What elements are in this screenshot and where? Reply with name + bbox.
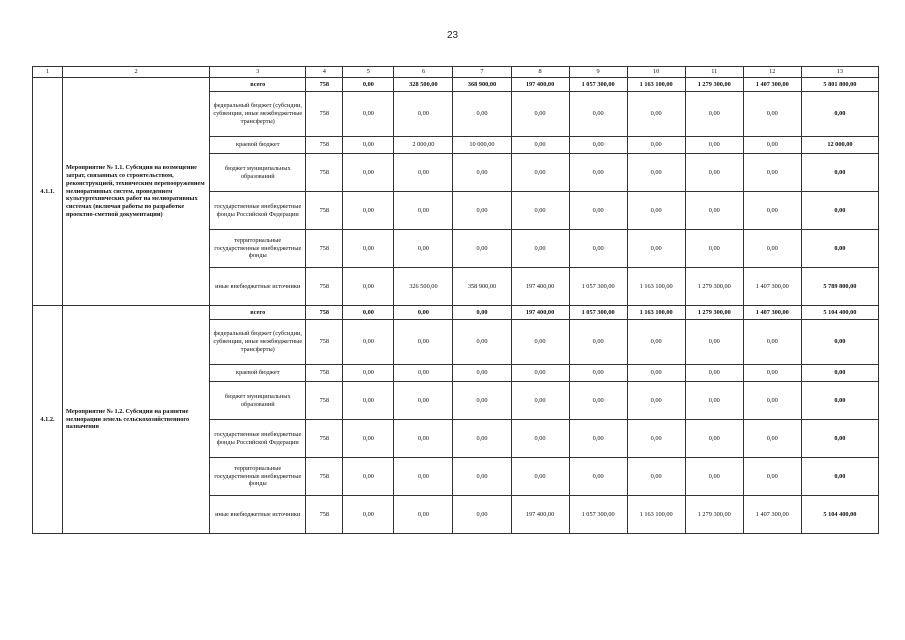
funding-source: территориальные государственные внебюджетные фонды — [210, 230, 306, 268]
value-cell-v10: 0,00 — [627, 137, 685, 154]
value-cell-v9: 0,00 — [569, 382, 627, 420]
value-cell-v13: 0,00 — [801, 365, 878, 382]
value-cell-v10: 1 163 100,00 — [627, 496, 685, 534]
value-cell-v7: 10 000,00 — [453, 137, 511, 154]
value-cell-v5: 0,00 — [343, 92, 394, 137]
funding-source: государственные внебюджетные фонды Российской Федерации — [210, 192, 306, 230]
value-cell-v7: 0,00 — [453, 320, 511, 365]
funding-source: бюджет муниципальных образований — [210, 154, 306, 192]
value-cell-v5: 0,00 — [343, 382, 394, 420]
value-cell-v12: 0,00 — [743, 420, 801, 458]
value-cell-v7: 0,00 — [453, 382, 511, 420]
value-cell-v10: 0,00 — [627, 458, 685, 496]
table-row — [33, 78, 879, 92]
value-cell-v10: 0,00 — [627, 365, 685, 382]
value-cell-v11: 0,00 — [685, 154, 743, 192]
value-cell-v12: 1 407 300,00 — [743, 268, 801, 306]
value-cell-v12: 0,00 — [743, 365, 801, 382]
value-cell-v5: 0,00 — [343, 78, 394, 92]
budget-code: 758 — [306, 365, 343, 382]
column-header: 10 — [627, 67, 685, 78]
value-cell-v8: 0,00 — [511, 382, 569, 420]
value-cell-v6: 0,00 — [394, 154, 453, 192]
value-cell-v8: 197 400,00 — [511, 268, 569, 306]
funding-source: краевой бюджет — [210, 365, 306, 382]
value-cell-v11: 1 279 300,00 — [685, 268, 743, 306]
column-header: 1 — [33, 67, 63, 78]
value-cell-v7: 0,00 — [453, 154, 511, 192]
value-cell-v12: 0,00 — [743, 192, 801, 230]
value-cell-v6: 0,00 — [394, 306, 453, 320]
value-cell-v9: 0,00 — [569, 230, 627, 268]
funding-source: территориальные государственные внебюджетные фонды — [210, 458, 306, 496]
budget-code: 758 — [306, 137, 343, 154]
column-header: 6 — [394, 67, 453, 78]
value-cell-v9: 0,00 — [569, 154, 627, 192]
value-cell-v9: 0,00 — [569, 137, 627, 154]
budget-code: 758 — [306, 496, 343, 534]
value-cell-v8: 0,00 — [511, 420, 569, 458]
value-cell-v11: 0,00 — [685, 365, 743, 382]
measure-number: 4.1.2. — [33, 306, 63, 534]
value-cell-v11: 1 279 300,00 — [685, 496, 743, 534]
value-cell-v9: 1 057 300,00 — [569, 78, 627, 92]
table-row — [33, 306, 879, 320]
value-cell-v12: 0,00 — [743, 154, 801, 192]
value-cell-v12: 0,00 — [743, 382, 801, 420]
value-cell-v12: 0,00 — [743, 230, 801, 268]
value-cell-v5: 0,00 — [343, 420, 394, 458]
value-cell-v9: 0,00 — [569, 458, 627, 496]
value-cell-v7: 368 900,00 — [453, 78, 511, 92]
value-cell-v10: 0,00 — [627, 230, 685, 268]
column-header: 5 — [343, 67, 394, 78]
value-cell-v6: 2 000,00 — [394, 137, 453, 154]
value-cell-v8: 0,00 — [511, 320, 569, 365]
value-cell-v11: 0,00 — [685, 458, 743, 496]
value-cell-v7: 0,00 — [453, 306, 511, 320]
value-cell-v6: 0,00 — [394, 382, 453, 420]
value-cell-v8: 197 400,00 — [511, 78, 569, 92]
value-cell-v13: 5 104 400,00 — [801, 306, 878, 320]
budget-code: 758 — [306, 382, 343, 420]
column-header: 4 — [306, 67, 343, 78]
column-header: 12 — [743, 67, 801, 78]
funding-source: всего — [210, 78, 306, 92]
budget-code: 758 — [306, 92, 343, 137]
value-cell-v8: 0,00 — [511, 154, 569, 192]
header-row — [33, 67, 879, 78]
value-cell-v7: 0,00 — [453, 230, 511, 268]
column-header: 13 — [801, 67, 878, 78]
funding-source: всего — [210, 306, 306, 320]
value-cell-v13: 5 789 800,00 — [801, 268, 878, 306]
funding-source: бюджет муниципальных образований — [210, 382, 306, 420]
value-cell-v12: 1 407 300,00 — [743, 306, 801, 320]
value-cell-v13: 0,00 — [801, 92, 878, 137]
value-cell-v7: 0,00 — [453, 92, 511, 137]
value-cell-v5: 0,00 — [343, 306, 394, 320]
page-number: 23 — [446, 30, 459, 41]
value-cell-v11: 0,00 — [685, 420, 743, 458]
budget-code: 758 — [306, 154, 343, 192]
value-cell-v10: 0,00 — [627, 320, 685, 365]
value-cell-v7: 0,00 — [453, 458, 511, 496]
funding-source: государственные внебюджетные фонды Российской Федерации — [210, 420, 306, 458]
value-cell-v8: 0,00 — [511, 192, 569, 230]
value-cell-v12: 1 407 300,00 — [743, 496, 801, 534]
value-cell-v9: 0,00 — [569, 320, 627, 365]
value-cell-v7: 358 900,00 — [453, 268, 511, 306]
column-header: 7 — [453, 67, 511, 78]
value-cell-v13: 0,00 — [801, 192, 878, 230]
measure-name: Мероприятие № 1.1. Субсидия на возмещение затрат, связанных со строительством, реконструкцией, техническим перевооружением мелиоративных систем, проведением культуртехнических работ на мелиоративных системах (включая работы по разработке проектно-сметной документации) — [63, 78, 210, 306]
column-header: 2 — [63, 67, 210, 78]
value-cell-v9: 1 057 300,00 — [569, 496, 627, 534]
value-cell-v5: 0,00 — [343, 268, 394, 306]
budget-code: 758 — [306, 78, 343, 92]
measure-name: Мероприятие № 1.2. Субсидия на развитие мелиорации земель сельскохозяйственного назначения — [63, 306, 210, 534]
funding-source: федеральный бюджет (субсидии, субвенции, иные межбюджетные трансферты) — [210, 92, 306, 137]
column-header: 3 — [210, 67, 306, 78]
value-cell-v11: 0,00 — [685, 230, 743, 268]
value-cell-v8: 0,00 — [511, 137, 569, 154]
value-cell-v10: 0,00 — [627, 382, 685, 420]
value-cell-v12: 1 407 300,00 — [743, 78, 801, 92]
value-cell-v11: 0,00 — [685, 320, 743, 365]
funding-source: иные внебюджетные источники — [210, 496, 306, 534]
value-cell-v12: 0,00 — [743, 137, 801, 154]
value-cell-v5: 0,00 — [343, 137, 394, 154]
value-cell-v8: 0,00 — [511, 230, 569, 268]
value-cell-v6: 0,00 — [394, 320, 453, 365]
value-cell-v11: 0,00 — [685, 192, 743, 230]
column-header: 8 — [511, 67, 569, 78]
value-cell-v13: 5 104 400,00 — [801, 496, 878, 534]
value-cell-v8: 197 400,00 — [511, 306, 569, 320]
value-cell-v5: 0,00 — [343, 154, 394, 192]
value-cell-v7: 0,00 — [453, 192, 511, 230]
value-cell-v9: 1 057 300,00 — [569, 268, 627, 306]
value-cell-v13: 12 000,00 — [801, 137, 878, 154]
value-cell-v10: 0,00 — [627, 420, 685, 458]
budget-code: 758 — [306, 230, 343, 268]
value-cell-v6: 0,00 — [394, 458, 453, 496]
measure-number: 4.1.1. — [33, 78, 63, 306]
value-cell-v13: 5 801 800,00 — [801, 78, 878, 92]
budget-code: 758 — [306, 458, 343, 496]
value-cell-v13: 0,00 — [801, 382, 878, 420]
value-cell-v13: 0,00 — [801, 458, 878, 496]
budget-code: 758 — [306, 268, 343, 306]
budget-table — [32, 66, 879, 534]
value-cell-v13: 0,00 — [801, 154, 878, 192]
value-cell-v8: 0,00 — [511, 92, 569, 137]
value-cell-v6: 0,00 — [394, 365, 453, 382]
budget-code: 758 — [306, 320, 343, 365]
value-cell-v13: 0,00 — [801, 420, 878, 458]
value-cell-v8: 197 400,00 — [511, 496, 569, 534]
value-cell-v6: 0,00 — [394, 192, 453, 230]
value-cell-v7: 0,00 — [453, 420, 511, 458]
value-cell-v11: 1 279 300,00 — [685, 306, 743, 320]
value-cell-v9: 0,00 — [569, 192, 627, 230]
value-cell-v9: 0,00 — [569, 365, 627, 382]
value-cell-v6: 0,00 — [394, 92, 453, 137]
funding-source: краевой бюджет — [210, 137, 306, 154]
value-cell-v9: 0,00 — [569, 92, 627, 137]
value-cell-v6: 326 500,00 — [394, 268, 453, 306]
value-cell-v8: 0,00 — [511, 458, 569, 496]
funding-source: иные внебюджетные источники — [210, 268, 306, 306]
value-cell-v10: 1 163 100,00 — [627, 78, 685, 92]
value-cell-v5: 0,00 — [343, 192, 394, 230]
value-cell-v11: 1 279 300,00 — [685, 78, 743, 92]
value-cell-v10: 1 163 100,00 — [627, 306, 685, 320]
value-cell-v5: 0,00 — [343, 320, 394, 365]
value-cell-v5: 0,00 — [343, 496, 394, 534]
value-cell-v9: 0,00 — [569, 420, 627, 458]
value-cell-v10: 0,00 — [627, 92, 685, 137]
value-cell-v13: 0,00 — [801, 230, 878, 268]
column-header: 11 — [685, 67, 743, 78]
value-cell-v12: 0,00 — [743, 92, 801, 137]
value-cell-v8: 0,00 — [511, 365, 569, 382]
value-cell-v6: 0,00 — [394, 420, 453, 458]
value-cell-v6: 0,00 — [394, 496, 453, 534]
value-cell-v5: 0,00 — [343, 365, 394, 382]
budget-code: 758 — [306, 306, 343, 320]
value-cell-v5: 0,00 — [343, 458, 394, 496]
value-cell-v10: 1 163 100,00 — [627, 268, 685, 306]
value-cell-v7: 0,00 — [453, 365, 511, 382]
value-cell-v6: 0,00 — [394, 230, 453, 268]
value-cell-v11: 0,00 — [685, 382, 743, 420]
value-cell-v12: 0,00 — [743, 320, 801, 365]
value-cell-v5: 0,00 — [343, 230, 394, 268]
value-cell-v10: 0,00 — [627, 192, 685, 230]
column-header: 9 — [569, 67, 627, 78]
funding-source: федеральный бюджет (субсидии, субвенции, иные межбюджетные трансферты) — [210, 320, 306, 365]
value-cell-v11: 0,00 — [685, 137, 743, 154]
value-cell-v7: 0,00 — [453, 496, 511, 534]
value-cell-v9: 1 057 300,00 — [569, 306, 627, 320]
value-cell-v12: 0,00 — [743, 458, 801, 496]
value-cell-v6: 328 500,00 — [394, 78, 453, 92]
value-cell-v11: 0,00 — [685, 92, 743, 137]
budget-code: 758 — [306, 420, 343, 458]
value-cell-v13: 0,00 — [801, 320, 878, 365]
budget-code: 758 — [306, 192, 343, 230]
value-cell-v10: 0,00 — [627, 154, 685, 192]
